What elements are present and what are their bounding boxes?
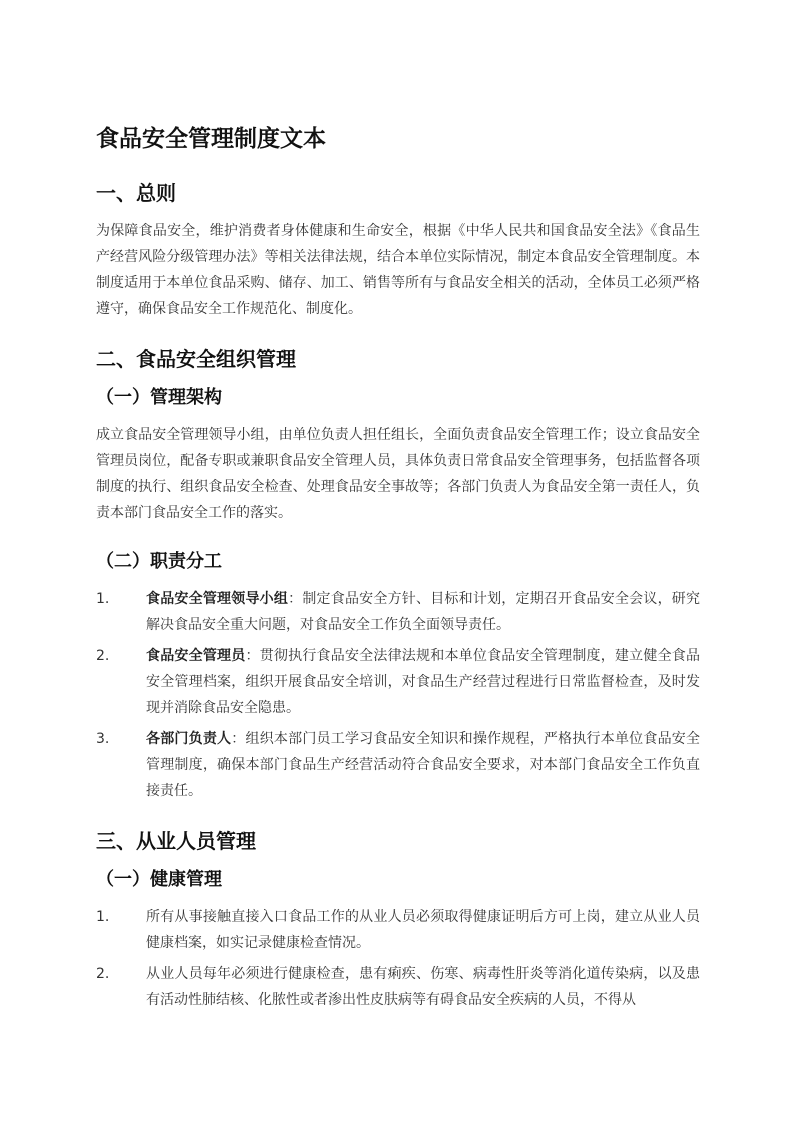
list-item-text: 组织本部门员工学习食品安全知识和操作规程，严格执行本单位食品安全管理制度，确保本部门食品生产经营活动符合食品安全要求，对本部门食品安全工作负直接责任。 [146, 731, 701, 799]
list-item-number: 2. [96, 966, 110, 982]
list-item-label: 食品安全管理员 [146, 648, 246, 664]
list-item-text: 所有从事接触直接入口食品工作的从业人员必须取得健康证明后方可上岗，建立从业人员健康档案，如实记录健康检查情况。 [146, 909, 700, 951]
subsection-heading-health: （一）健康管理 [96, 869, 222, 890]
list-item-separator: ： [231, 731, 246, 747]
list-item [96, 726, 700, 804]
list-item-number: 2. [96, 648, 110, 664]
list-item-separator: ： [245, 648, 260, 664]
list-item-label: 食品安全管理领导小组 [146, 591, 289, 607]
document-title: 食品安全管理制度文本 [96, 126, 326, 152]
list-item [96, 961, 700, 1013]
section-general-paragraph: 为保障食品安全，维护消费者身体健康和生命安全，根据《中华人民共和国食品安全法》《食品生产经营风险分级管理办法》等相关法律法规，结合本单位实际情况，制定本食品安全管理制度。本制度适用于本单位食品采购、储存、加工、销售等所有与食品安全相关的活动，全体员工必须严格遵守，确保食品安全工作规范化、制度化。 [96, 223, 700, 317]
subsection-heading-structure: （一）管理架构 [96, 387, 222, 408]
subsection-heading-duties: （二）职责分工 [96, 551, 222, 572]
duties-list [96, 586, 700, 804]
list-item-number: 1. [96, 909, 110, 925]
list-item-text: 制定食品安全方针、目标和计划，定期召开食品安全会议，研究解决食品安全重大问题，对食品安全工作负全面领导责任。 [146, 591, 701, 633]
list-item-number: 1. [96, 591, 110, 607]
section-heading-organization: 二、食品安全组织管理 [96, 347, 296, 371]
list-item [96, 643, 700, 721]
section-heading-general: 一、总则 [96, 181, 176, 205]
health-list [96, 904, 700, 1013]
list-item-text: 从业人员每年必须进行健康检查，患有痢疾、伤寒、病毒性肝炎等消化道传染病，以及患有活动性肺结核、化脓性或者渗出性皮肤病等有碍食品安全疾病的人员，不得从 [146, 966, 700, 1008]
section-heading-staff: 三、从业人员管理 [96, 829, 256, 853]
list-item [96, 904, 700, 956]
list-item-text: 贯彻执行食品安全法律法规和本单位食品安全管理制度，建立健全食品安全管理档案，组织开展食品安全培训，对食品生产经营过程进行日常监督检查，及时发现并消除食品安全隐患。 [146, 648, 701, 716]
list-item-label: 各部门负责人 [146, 731, 232, 747]
list-item-separator: ： [288, 591, 303, 607]
list-item [96, 586, 700, 638]
list-item-number: 3. [96, 731, 110, 747]
document-body [96, 122, 700, 1035]
subsection-structure-paragraph: 成立食品安全管理领导小组，由单位负责人担任组长，全面负责食品安全管理工作；设立食品安全管理员岗位，配备专职或兼职食品安全管理人员，具体负责日常食品安全管理事务，包括监督各项制度的执行、组织食品安全检查、处理食品安全事故等；各部门负责人为食品安全第一责任人，负责本部门食品安全工作的落实。 [96, 427, 700, 521]
